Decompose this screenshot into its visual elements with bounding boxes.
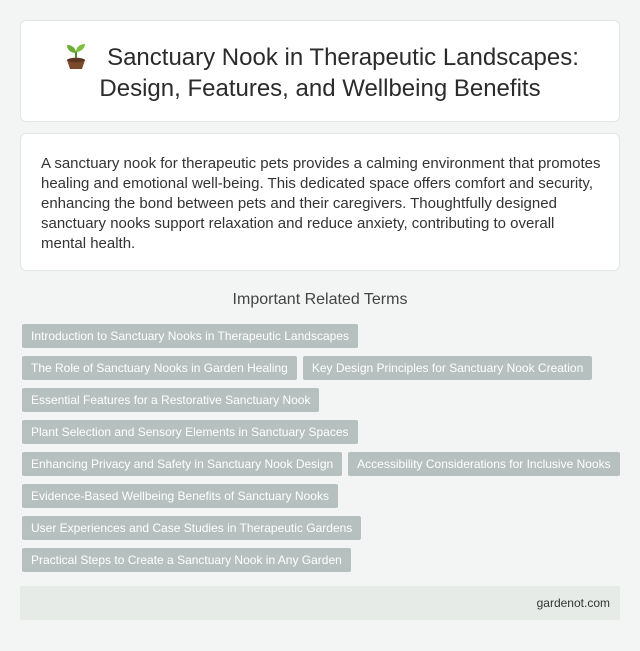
tag-row: [22, 356, 620, 380]
related-term-tag[interactable]: Accessibility Considerations for Inclusive Nooks: [348, 452, 619, 476]
tag-row: [22, 516, 620, 540]
related-term-tag[interactable]: Plant Selection and Sensory Elements in Sanctuary Spaces: [22, 420, 358, 444]
related-term-tag[interactable]: Introduction to Sanctuary Nooks in Therapeutic Landscapes: [22, 324, 358, 348]
tag-row: [22, 548, 620, 572]
related-term-tag[interactable]: Enhancing Privacy and Safety in Sanctuary Nook Design: [22, 452, 342, 476]
related-term-tag[interactable]: User Experiences and Case Studies in Therapeutic Gardens: [22, 516, 361, 540]
related-terms-heading: Important Related Terms: [232, 291, 408, 308]
related-term-tag[interactable]: Essential Features for a Restorative Sanctuary Nook: [22, 388, 319, 412]
tag-row: [22, 452, 620, 476]
related-terms-list: [22, 324, 620, 580]
tag-row: [22, 484, 620, 508]
related-term-tag[interactable]: Key Design Principles for Sanctuary Nook Creation: [303, 356, 592, 380]
tag-row: [22, 388, 620, 412]
related-term-tag[interactable]: Practical Steps to Create a Sanctuary Nook in Any Garden: [22, 548, 351, 572]
title-line-2: Design, Features, and Wellbeing Benefits: [99, 74, 541, 102]
page-title: [21, 43, 619, 104]
header-card: [20, 20, 620, 122]
summary-text: A sanctuary nook for therapeutic pets provides a calming environment that promotes healing and emotional well-being. This dedicated space offers comfort and security, enhancing the bond between pets and their caregivers. Thoughtfully designed sanctuary nooks support relaxation and reduce anxiety, contributing to overall mental health.: [41, 155, 601, 252]
sprout-icon: [61, 40, 91, 70]
title-line-1: Sanctuary Nook in Therapeutic Landscapes:: [107, 44, 579, 71]
tag-row: [22, 324, 620, 348]
footer-site-link[interactable]: gardenot.com: [536, 596, 610, 610]
related-term-tag[interactable]: The Role of Sanctuary Nooks in Garden Healing: [22, 356, 297, 380]
tag-row: [22, 420, 620, 444]
related-term-tag[interactable]: Evidence-Based Wellbeing Benefits of Sanctuary Nooks: [22, 484, 338, 508]
footer: [20, 586, 620, 620]
summary-card: [20, 133, 620, 271]
